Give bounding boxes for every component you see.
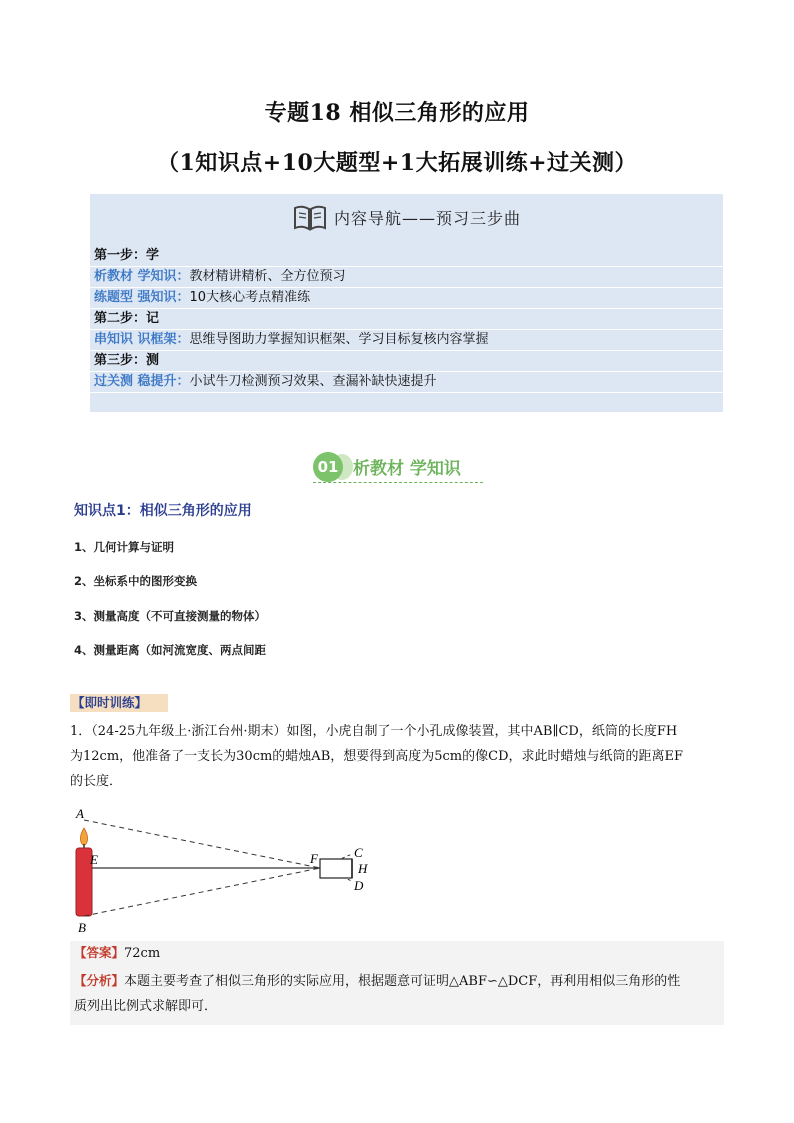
knowledge-item: 2、坐标系中的图形变换 bbox=[74, 574, 198, 588]
content-navigation bbox=[90, 194, 723, 412]
flame-icon bbox=[80, 828, 87, 845]
page-subtitle: （1知识点+10大题型+1大拓展训练+过关测） bbox=[156, 150, 638, 176]
nav-row-step3 bbox=[90, 351, 723, 372]
label-f: F bbox=[310, 851, 318, 866]
nav-row-step1 bbox=[90, 246, 723, 267]
nav-row-framework bbox=[90, 330, 723, 351]
training-tag: 【即时训练】 bbox=[70, 694, 168, 712]
knowledge-point-title: 知识点1：相似三角形的应用 bbox=[74, 503, 252, 519]
nav-row-step2 bbox=[90, 309, 723, 330]
answer-value: 72cm bbox=[124, 946, 161, 961]
nav-item-desc: 教材精讲精析、全方位预习 bbox=[189, 269, 346, 284]
page-title: 专题18 相似三角形的应用 bbox=[264, 100, 530, 126]
question-line: 的长度． bbox=[70, 774, 123, 789]
section-number: 01 bbox=[313, 452, 343, 482]
section-heading bbox=[313, 452, 483, 482]
paper-tube bbox=[320, 859, 352, 878]
nav-row-test bbox=[90, 372, 723, 393]
ray-b bbox=[84, 868, 320, 916]
nav-row-analyze bbox=[90, 267, 723, 288]
pinhole-camera-figure bbox=[70, 808, 400, 936]
nav-item-desc: 小试牛刀检测预习效果、查漏补缺快速提升 bbox=[189, 374, 437, 389]
analysis-text: 本题主要考查了相似三角形的实际应用，根据题意可证明△ABF∽△DCF，再利用相似三角形的性 bbox=[124, 974, 681, 989]
section-underline bbox=[313, 482, 483, 483]
analysis-tag: 【分析】 bbox=[74, 973, 125, 988]
nav-step-label: 第二步：记 bbox=[94, 311, 160, 326]
knowledge-item: 3、测量高度（不可直接测量的物体） bbox=[74, 609, 266, 623]
nav-item-label: 析教材 学知识： bbox=[94, 269, 190, 284]
nav-item-label: 过关测 稳提升： bbox=[94, 374, 190, 389]
answer-box bbox=[70, 941, 724, 1025]
ray-a bbox=[84, 820, 320, 868]
nav-step-label: 第一步：学 bbox=[94, 248, 160, 263]
label-e: E bbox=[90, 852, 98, 867]
label-h: H bbox=[358, 861, 368, 876]
label-c: C bbox=[354, 845, 363, 860]
answer-line bbox=[74, 941, 722, 966]
nav-step-label: 第三步：测 bbox=[94, 353, 160, 368]
analysis-line-2: 质列出比例式求解即可． bbox=[74, 999, 218, 1014]
label-b: B bbox=[78, 920, 86, 935]
knowledge-item: 4、测量距离（如河流宽度、两点间距 bbox=[74, 643, 266, 657]
section-title: 析教材 学知识 bbox=[353, 459, 461, 479]
question-line: 1．（24-25九年级上·浙江台州·期末）如图，小虎自制了一个小孔成像装置，其中AB∥CD，纸筒的长度FH bbox=[70, 724, 678, 739]
nav-header bbox=[90, 200, 723, 234]
knowledge-item: 1、几何计算与证明 bbox=[74, 540, 175, 554]
label-a: A bbox=[76, 808, 84, 821]
label-d: D bbox=[354, 878, 364, 893]
book-icon bbox=[292, 202, 328, 232]
nav-row-practice bbox=[90, 288, 723, 309]
question-line: 为12cm，他准备了一支长为30cm的蜡烛AB，想要得到高度为5cm的像CD，求此时蜡烛与纸筒的距离EF bbox=[70, 749, 684, 764]
nav-item-label: 练题型 强知识： bbox=[94, 290, 190, 305]
nav-header-text: 内容导航——预习三步曲 bbox=[333, 208, 521, 228]
analysis-line bbox=[74, 969, 722, 994]
nav-item-desc: 10大核心考点精准练 bbox=[189, 290, 311, 305]
nav-item-desc: 思维导图助力掌握知识框架、学习目标复核内容掌握 bbox=[189, 332, 489, 347]
question-text bbox=[70, 719, 724, 794]
answer-tag: 【答案】 bbox=[74, 945, 125, 960]
nav-item-label: 串知识 识框架： bbox=[94, 332, 190, 347]
